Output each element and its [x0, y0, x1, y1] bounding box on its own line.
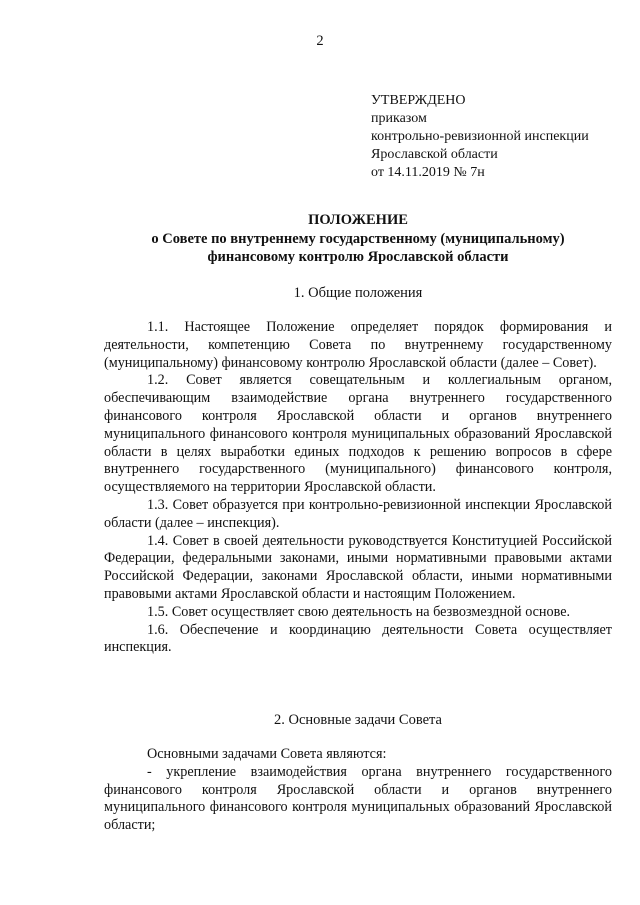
- title-line: о Совете по внутреннему государственному (муниципальному): [151, 230, 565, 247]
- approval-line: УТВЕРЖДЕНО: [371, 93, 466, 108]
- section-heading: 2. Основные задачи Совета: [274, 712, 442, 728]
- approval-stamp: [371, 92, 589, 182]
- section-heading: 1. Общие положения: [293, 285, 423, 301]
- document-title: [104, 211, 612, 267]
- paragraph: 1.2. Совет является совещательным и коллегиальным органом, обеспечивающим взаимодействие органа внутреннего государственного финансового контроля Ярославской области и органов внутреннего муниципального финансового контроля муниципальных образований Ярославской области в целях выработки единых подходов к решению вопросов в сфере внутреннего государственного (муниципального) финансового контроля, осуществляемого на территории Ярославской области.: [104, 372, 612, 496]
- section-body: [104, 746, 612, 835]
- paragraph: 1.3. Совет образуется при контрольно-ревизионной инспекции Ярославской области (далее – инспекция).: [104, 496, 612, 531]
- paragraph: - укрепление взаимодействия органа внутреннего государственного финансового контроля Ярославской области и органов внутреннего муниципального финансового контроля муниципальных образований Ярославской области;: [104, 763, 612, 834]
- paragraph: 1.5. Совет осуществляет свою деятельность на безвозмездной основе.: [147, 603, 571, 620]
- approval-line: контрольно-ревизионной инспекции: [371, 129, 589, 144]
- title-line: финансовому контролю Ярославской области: [207, 249, 509, 265]
- title-line: ПОЛОЖЕНИЕ: [308, 212, 408, 228]
- page-number: 2: [316, 33, 324, 49]
- paragraph: 1.4. Совет в своей деятельности руководствуется Конституцией Российской Федерации, федеральными законами, иными нормативными правовыми актами Российской Федерации, законами Ярославской области, иными нормативными правовыми актами Ярославской области и настоящим Положением.: [104, 532, 612, 602]
- paragraph: 1.6. Обеспечение и координацию деятельности Совета осуществляет инспекция.: [104, 621, 612, 656]
- approval-line: приказом: [371, 111, 427, 126]
- approval-line: Ярославской области: [371, 147, 498, 162]
- approval-line: от 14.11.2019 № 7н: [371, 165, 485, 180]
- paragraph: Основными задачами Совета являются:: [147, 746, 387, 762]
- section-body: [104, 319, 612, 657]
- paragraph: 1.1. Настоящее Положение определяет порядок формирования и деятельности, компетенцию Совета по внутреннему государственному (муниципальному) финансовому контролю Ярославской области (далее – Совет).: [104, 319, 612, 371]
